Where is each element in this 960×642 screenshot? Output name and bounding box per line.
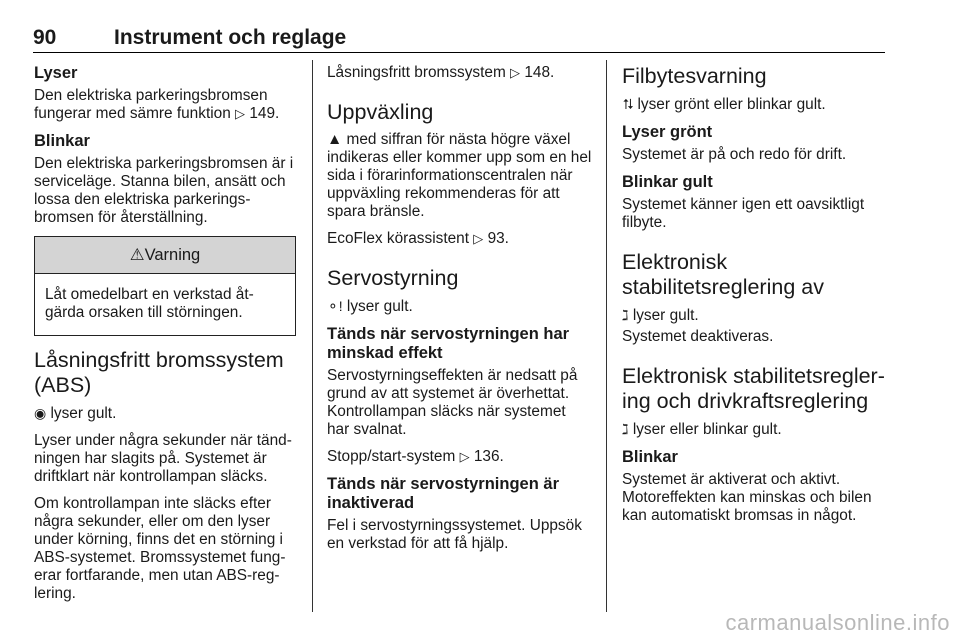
esc-icon-line	[622, 420, 887, 439]
warning-text: Låt omedelbart en verkstad åtgärda orsaken till störningen.	[45, 286, 254, 321]
servo-icon-text: lyser gult.	[346, 298, 413, 315]
servo-paragraph-1: Servostyrningseffekten är nedsatt på grund av att systemet är överhettat. Kontrollampan släcks när systemet har svalnat.	[327, 367, 578, 438]
green-text: Systemet är på och redo för drift.	[622, 146, 847, 163]
yellow-text: Systemet känner igen ett oavsiktligt filbyte.	[622, 196, 865, 231]
lane-icon-line	[622, 95, 887, 114]
page-header	[33, 26, 885, 53]
upshift-text: med siffran för nästa högre växel indikeras eller kommer upp som en hel sida i förarinformationscentralen när uppväxling rekommenderas för att spara bränsle.	[327, 131, 592, 220]
upshift-arrow-icon: ▲	[327, 131, 343, 148]
abs-paragraph-2: Om kontrollampan inte släcks efter några sekunder, eller om den lyser under körning, finns det en störning i ABS-systemet. Bromssystemet fungerar fortfarande, men utan ABS-reglering.	[34, 495, 286, 602]
lyser-text: Den elektriska parkeringsbromsen fungerar med sämre funktion	[34, 87, 268, 122]
warning-triangle-icon: ⚠	[129, 246, 145, 264]
abs-icon-text: lyser gult.	[50, 405, 117, 422]
column-right	[622, 64, 887, 534]
lyser-paragraph	[34, 87, 296, 123]
page-ref-arrow-icon: ▷	[235, 106, 246, 121]
abs-icon-line	[34, 404, 296, 423]
abs-ref-text: Låsningsfritt bromssystem	[327, 64, 506, 81]
warning-body	[35, 274, 295, 335]
esc-off-icon: ℷ	[622, 307, 629, 323]
column-divider	[312, 60, 313, 612]
abs-icon: ◉	[34, 405, 47, 421]
page-ref-arrow-icon: ▷	[473, 231, 484, 246]
yellow-heading: Blinkar gult	[622, 173, 713, 191]
blinkar-text: Den elektriska parkeringsbromsen är i serviceläge. Stanna bilen, ansätt och lossa den elektriska parkeringsbromsen för återställning.	[34, 155, 294, 226]
page-ref-arrow-icon: ▷	[510, 65, 521, 80]
page-number: 90	[33, 26, 57, 49]
footer-watermark: carmanualsonline.info	[725, 610, 950, 635]
column-left	[34, 64, 296, 612]
ecoflex-ref[interactable]: 93.	[487, 230, 509, 247]
servo-paragraph-2: Fel i servostyrningssystemet. Uppsök en verkstad för att få hjälp.	[327, 517, 582, 552]
esc-icon-text: lyser eller blinkar gult.	[632, 421, 782, 438]
stopstart-text: Stopp/start-system	[327, 448, 456, 465]
esc-off-icon-text: lyser gult.	[632, 307, 699, 324]
esc-heading: Elektronisk stabilitetsreglering och drivkraftsreglering	[622, 364, 885, 413]
steering-wheel-warning-icon: ⚬!	[327, 298, 343, 314]
warning-box	[34, 236, 296, 336]
esc-off-heading: Elektronisk stabilitetsreglering av	[622, 250, 824, 299]
column-divider	[606, 60, 607, 612]
upshift-paragraph	[327, 131, 592, 221]
esc-blink-text: Systemet är aktiverat och aktivt. Motoreffekten kan minskas och bilen kan automatiskt bromsas in något.	[622, 471, 872, 524]
page-header-title: Instrument och reglage	[114, 26, 347, 49]
lane-departure-icon: ⮁	[622, 96, 634, 112]
green-heading: Lyser grönt	[622, 123, 713, 141]
lane-heading: Filbytesvarning	[622, 64, 767, 88]
abs-paragraph-1: Lyser under några sekunder när tändningen har slagits på. Systemet är driftklart när kontrollampan släcks.	[34, 432, 292, 485]
column-middle	[327, 64, 592, 562]
servo-heading: Servostyrning	[327, 266, 459, 290]
esc-off-text: Systemet deaktiveras.	[622, 328, 774, 345]
page-ref-arrow-icon: ▷	[459, 449, 470, 464]
abs-ref-page[interactable]: 148.	[524, 64, 555, 81]
abs-heading: Låsningsfritt bromssystem (ABS)	[34, 348, 284, 397]
servo-icon-line	[327, 297, 592, 316]
ecoflex-ref-line	[327, 230, 592, 248]
stopstart-ref[interactable]: 136.	[473, 448, 504, 465]
stopstart-ref-line	[327, 448, 592, 466]
servo-subheading-2: Tänds när servostyrningen är inaktiverad	[327, 475, 559, 512]
upshift-heading: Uppväxling	[327, 100, 434, 124]
esc-off-icon-line	[622, 306, 887, 325]
warning-title: Varning	[144, 246, 201, 264]
blinkar-heading: Blinkar	[34, 132, 90, 150]
lane-icon-text: lyser grönt eller blinkar gult.	[637, 96, 826, 113]
esc-skid-icon: ℷ	[622, 421, 629, 437]
ecoflex-text: EcoFlex körassistent	[327, 230, 469, 247]
esc-blink-heading: Blinkar	[622, 448, 678, 466]
lyser-heading: Lyser	[34, 64, 78, 82]
lyser-ref[interactable]: 149.	[249, 105, 280, 122]
servo-subheading-1: Tänds när servostyrningen har minskad effekt	[327, 325, 570, 362]
warning-header	[35, 237, 295, 274]
abs-ref-line	[327, 64, 592, 82]
